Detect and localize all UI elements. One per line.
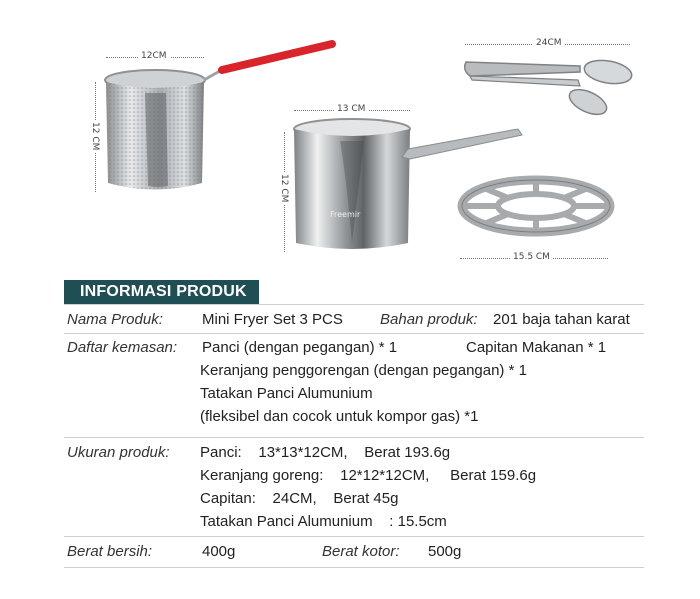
tongs-length-label: 24CM xyxy=(533,38,565,48)
pot-height-label: 12 CM xyxy=(279,174,289,203)
daftar-kemasan-label: Daftar kemasan: xyxy=(67,339,178,356)
daftar-item-capitan: Capitan Makanan * 1 xyxy=(466,339,607,356)
berat-kotor-label: Berat kotor: xyxy=(322,543,400,560)
ukuran-item-keranjang: Keranjang goreng: 12*12*12CM, Berat 159.6g xyxy=(200,467,537,484)
basket-height-label: 12 CM xyxy=(90,122,100,151)
berat-kotor-value: 500g xyxy=(428,543,462,560)
ukuran-item-panci: Panci: 13*13*12CM, Berat 193.6g xyxy=(200,444,451,461)
pot-width-label: 13 CM xyxy=(334,104,368,114)
bahan-produk-label: Bahan produk: xyxy=(380,311,478,328)
bahan-produk-value: 201 baja tahan karat xyxy=(493,311,630,328)
daftar-item-tatakan: Tatakan Panci Alumunium xyxy=(200,385,373,402)
ukuran-produk-label: Ukuran produk: xyxy=(67,444,170,461)
nama-produk-label: Nama Produk: xyxy=(67,311,163,328)
nama-produk-value: Mini Fryer Set 3 PCS xyxy=(202,311,343,328)
daftar-item-panci: Panci (dengan pegangan) * 1 xyxy=(202,339,398,356)
ukuran-item-capitan: Capitan: 24CM, Berat 45g xyxy=(200,490,399,507)
divider-top xyxy=(64,304,644,305)
daftar-item-keranjang: Keranjang penggorengan (dengan pegangan) * 1 xyxy=(200,362,527,379)
divider-1 xyxy=(64,333,644,334)
pot-brand-mark: Freemir xyxy=(330,210,361,219)
daftar-item-tatakan-note: (fleksibel dan cocok untuk kompor gas) *1 xyxy=(200,408,479,425)
tongs-image xyxy=(460,50,640,130)
ukuran-item-tatakan: Tatakan Panci Alumunium : 15.5cm xyxy=(200,513,447,530)
divider-3 xyxy=(64,536,644,537)
basket-width-label: 12CM xyxy=(138,51,170,61)
berat-bersih-label: Berat bersih: xyxy=(67,543,153,560)
divider-bottom xyxy=(64,567,644,568)
stand-width-label: 15.5 CM xyxy=(510,252,553,262)
section-title: INFORMASI PRODUK xyxy=(80,283,247,300)
pot-stand-image xyxy=(456,170,616,250)
divider-2 xyxy=(64,437,644,438)
berat-bersih-value: 400g xyxy=(202,543,236,560)
product-images xyxy=(0,0,700,272)
